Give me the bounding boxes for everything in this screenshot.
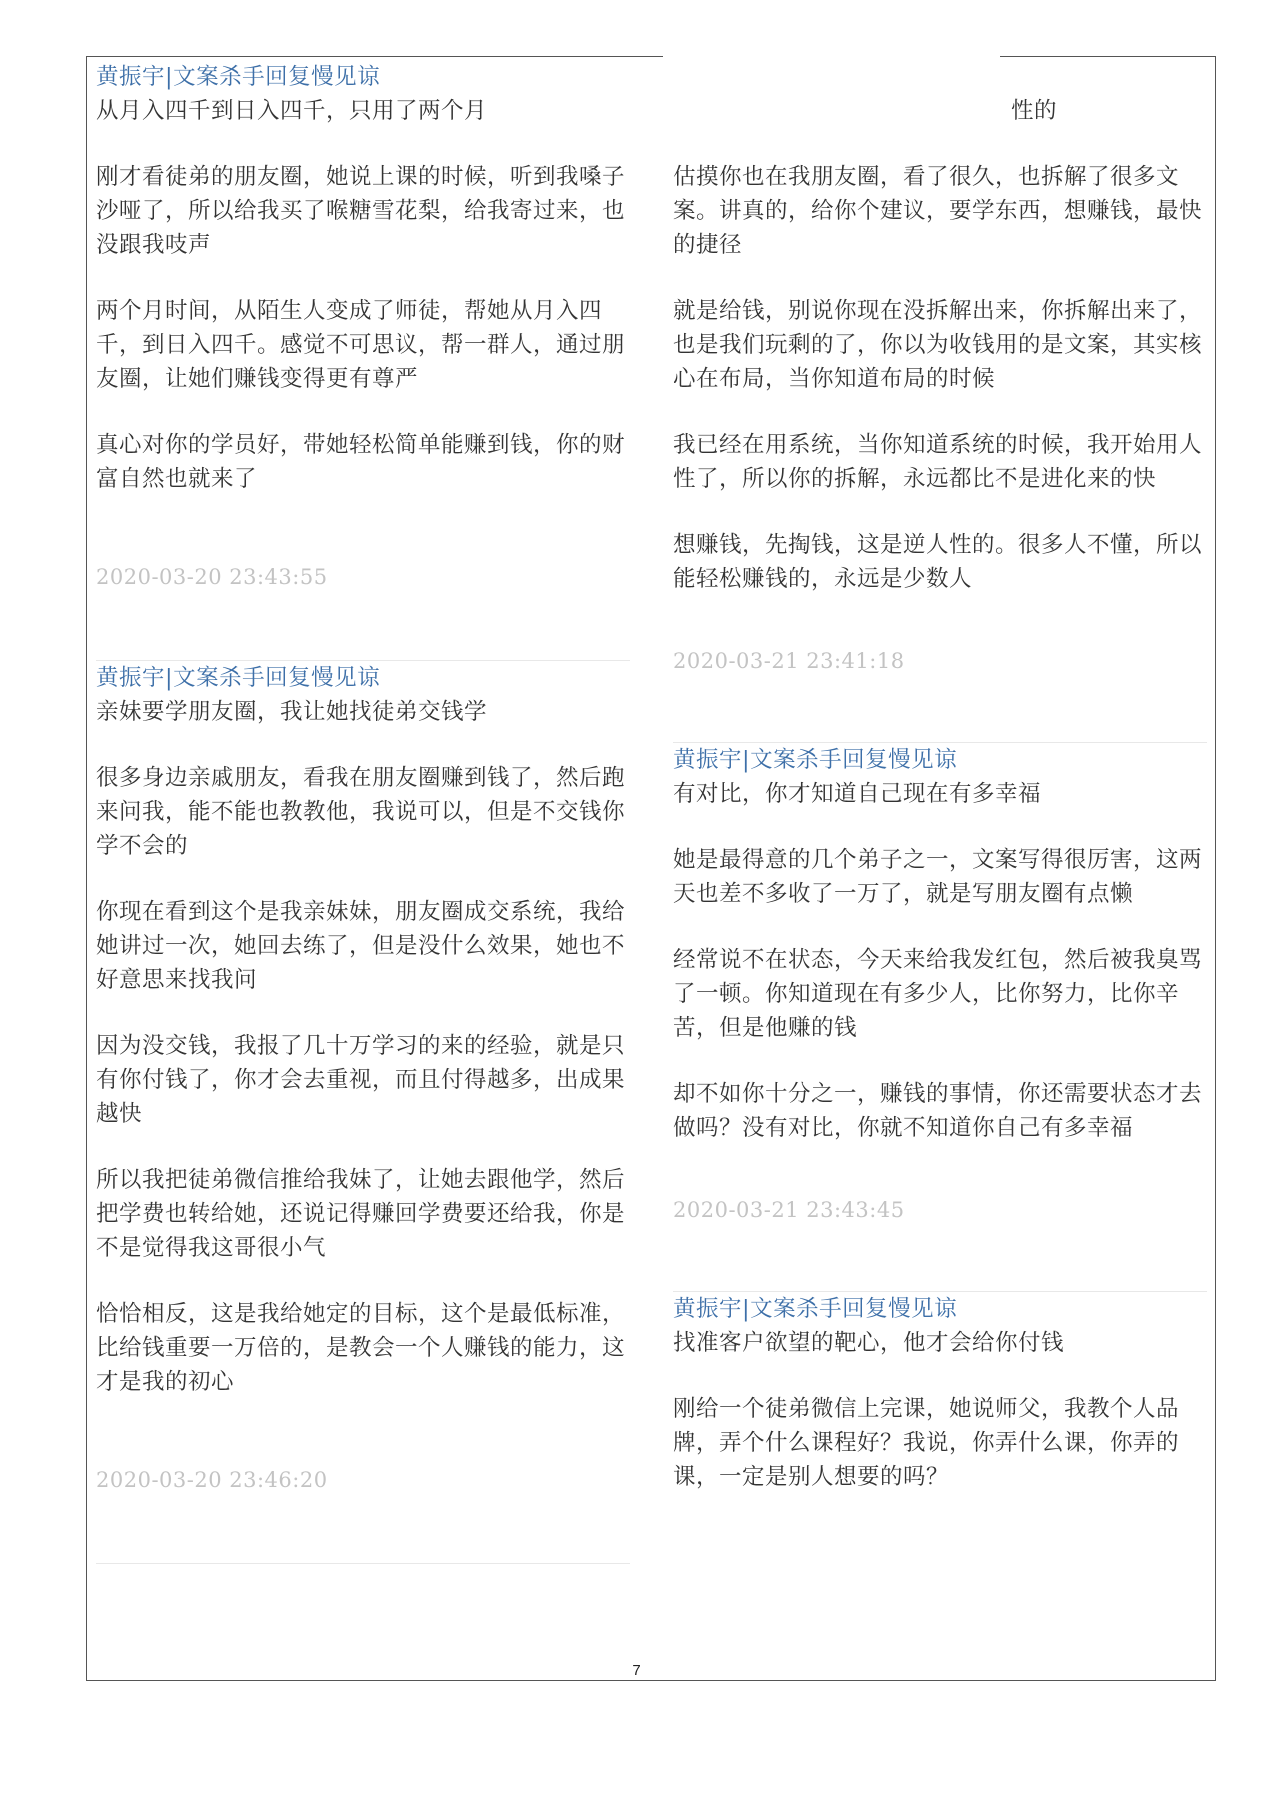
post-paragraph: 刚才看徒弟的朋友圈，她说上课的时候，听到我嗓子沙哑了，所以给我买了喉糖雪花梨，给我寄过来，也没跟我吱声 <box>96 164 626 258</box>
post-card-continued <box>673 94 1207 676</box>
post-paragraph: 就是给钱，别说你现在没拆解出来，你拆解出来了，也是我们玩剩的了，你以为收钱用的是文案，其实核心在布局，当你知道布局的时候 <box>673 298 1203 392</box>
post-paragraph: 想赚钱，先掏钱，这是逆人性的。很多人不懂，所以能轻松赚钱的，永远是少数人 <box>673 532 1203 592</box>
post-paragraph: 恰恰相反，这是我给她定的目标，这个是最低标准，比给钱重要一万倍的，是教会一个人赚钱的能力，这才是我的初心 <box>96 1301 626 1395</box>
post-paragraph: 所以我把徒弟微信推给我妹了，让她去跟他学，然后把学费也转给她，还说记得赚回学费要还给我，你是不是觉得我这哥很小气 <box>96 1167 626 1261</box>
page-number: 7 <box>632 1662 641 1679</box>
post-paragraph: 你现在看到这个是我亲妹妹，朋友圈成交系统，我给她讲过一次，她回去练了，但是没什么效果，她也不好意思来找我问 <box>96 899 626 993</box>
post-title: 从月入四千到日入四千，只用了两个月 <box>96 98 488 124</box>
post-card <box>673 743 1207 1225</box>
page-frame-bottom <box>86 1680 1216 1681</box>
post-title: 亲妹要学朋友圈，我让她找徒弟交钱学 <box>96 699 488 725</box>
post-paragraph: 她是最得意的几个弟子之一，文案写得很厉害，这两天也差不多收了一万了，就是写朋友圈有点懒 <box>673 847 1203 907</box>
post-card <box>673 1292 1207 1494</box>
post-author[interactable]: 黄振宇|文案杀手回复慢见谅 <box>96 665 381 691</box>
post-timestamp: 2020-03-21 23:43:45 <box>673 1198 905 1222</box>
right-column <box>673 60 1207 1494</box>
post-divider <box>96 1563 630 1564</box>
post-paragraph: 经常说不在状态，今天来给我发红包，然后被我臭骂了一顿。你知道现在有多少人，比你努力，比你辛苦，但是他赚的钱 <box>673 947 1203 1041</box>
post-paragraph: 刚给一个徒弟微信上完课，她说师父，我教个人品牌，弄个什么课程好？我说，你弄什么课，你弄的课，一定是别人想要的吗？ <box>673 1396 1180 1490</box>
post-paragraph: 真心对你的学员好，带她轻松简单能赚到钱，你的财富自然也就来了 <box>96 432 626 492</box>
left-column <box>96 60 630 1564</box>
post-author[interactable]: 黄振宇|文案杀手回复慢见谅 <box>673 747 958 773</box>
post-paragraph: 因为没交钱，我报了几十万学习的来的经验，就是只有你付钱了，你才会去重视，而且付得越多，出成果越快 <box>96 1033 626 1127</box>
post-card <box>96 661 630 1495</box>
post-paragraph: 估摸你也在我朋友圈，看了很久，也拆解了很多文案。讲真的，给你个建议，要学东西，想赚钱，最快的捷径 <box>673 164 1203 258</box>
page-frame-left <box>86 56 87 1680</box>
post-paragraph: 两个月时间，从陌生人变成了师徒，帮她从月入四千，到日入四千。感觉不可思议，帮一群人，通过朋友圈，让她们赚钱变得更有尊严 <box>96 298 626 392</box>
post-timestamp: 2020-03-20 23:43:55 <box>96 565 328 589</box>
post-paragraph: 很多身边亲戚朋友，看我在朋友圈赚到钱了，然后跑来问我，能不能也教教他，我说可以，但是不交钱你学不会的 <box>96 765 626 859</box>
page-frame-right <box>1215 56 1216 1680</box>
page-frame-top-right <box>1000 56 1215 57</box>
post-timestamp: 2020-03-21 23:41:18 <box>673 649 905 673</box>
post-author[interactable]: 黄振宇|文案杀手回复慢见谅 <box>96 64 381 90</box>
post-author[interactable]: 黄振宇|文案杀手回复慢见谅 <box>673 1296 958 1322</box>
continued-text-tail: 性的 <box>1010 98 1057 124</box>
post-paragraph: 我已经在用系统，当你知道系统的时候，我开始用人性了，所以你的拆解，永远都比不是进化来的快 <box>673 432 1203 492</box>
page-frame-top-left <box>86 56 663 57</box>
post-paragraph: 却不如你十分之一，赚钱的事情，你还需要状态才去做吗？没有对比，你就不知道你自己有多幸福 <box>673 1081 1203 1141</box>
post-timestamp: 2020-03-20 23:46:20 <box>96 1468 328 1492</box>
post-title: 找准客户欲望的靶心，他才会给你付钱 <box>673 1330 1065 1356</box>
post-card <box>96 60 630 592</box>
post-title: 有对比，你才知道自己现在有多幸福 <box>673 781 1042 807</box>
